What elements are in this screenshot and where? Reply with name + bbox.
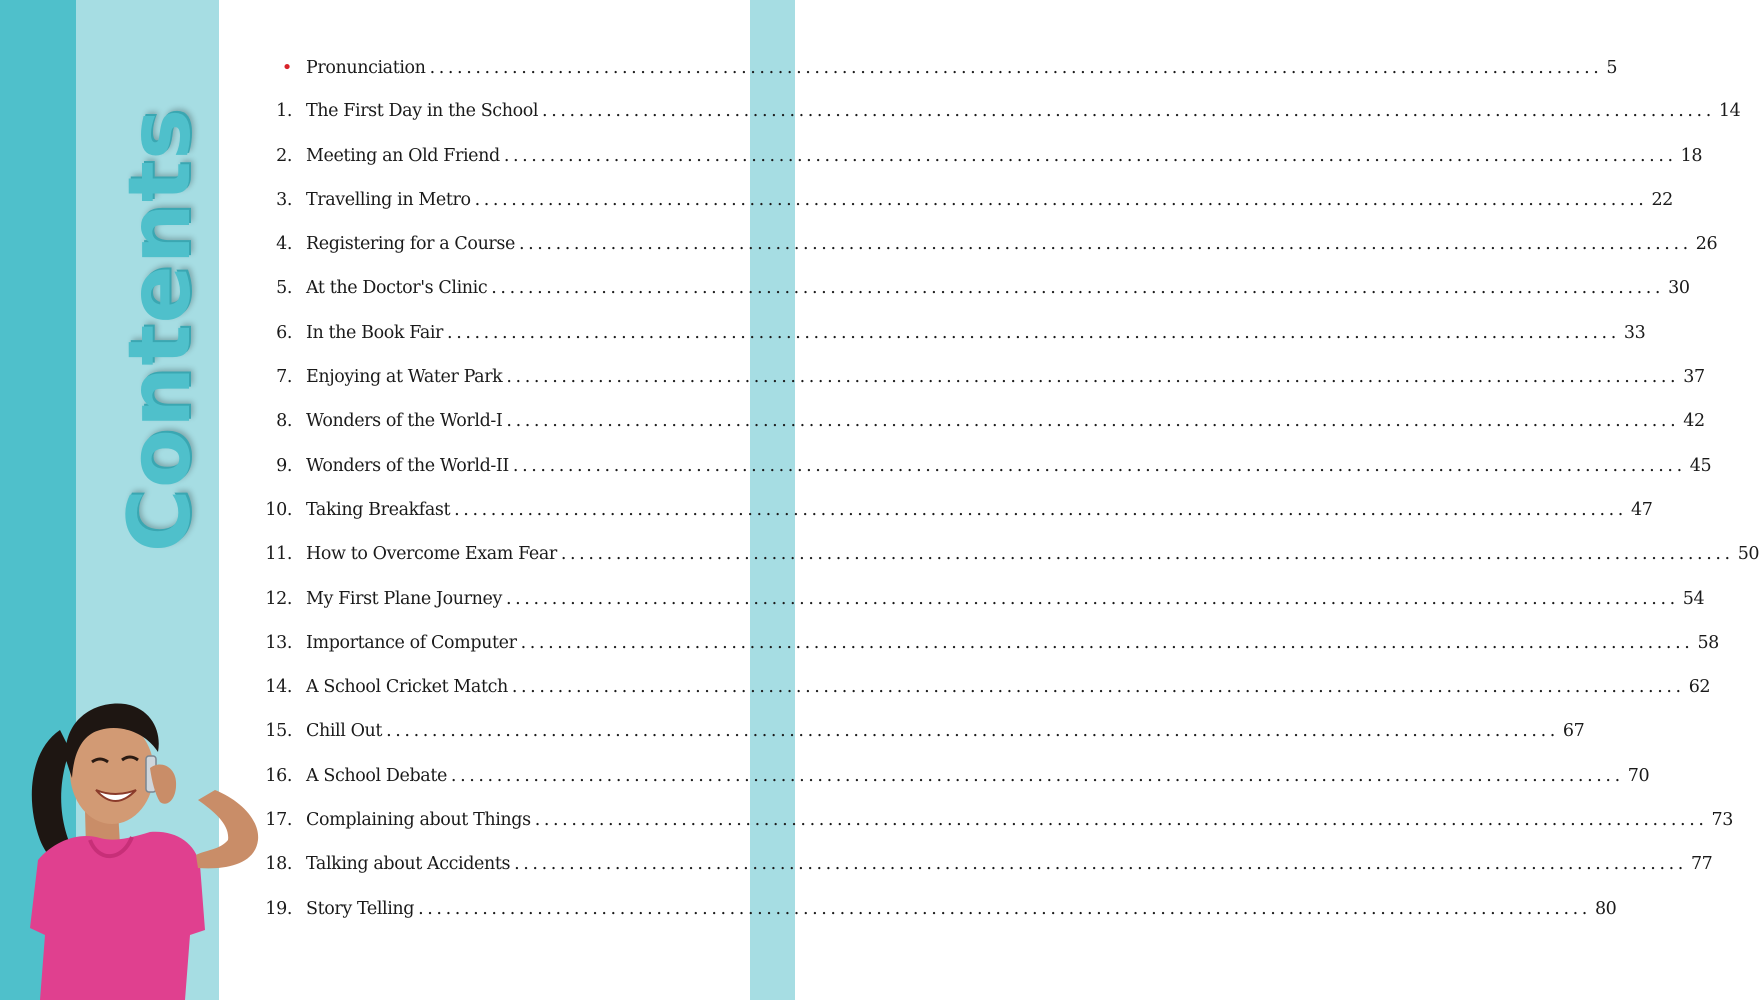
dot-leader: ................................................................................................................................ — [429, 58, 1603, 78]
dot-leader: ................................................................................................................................ — [505, 588, 1679, 609]
dot-leader: ................................................................................................................................ — [560, 544, 1734, 565]
toc-row[interactable] — [250, 101, 1741, 145]
dot-leader: ................................................................................................................................ — [518, 234, 1692, 255]
toc-page: 14 — [1718, 101, 1741, 122]
toc-row[interactable] — [250, 322, 1646, 367]
toc-number: 12. — [265, 588, 292, 609]
toc-title: The First Day in the School — [306, 101, 539, 122]
toc-title: Wonders of the World-I — [306, 411, 503, 432]
toc-title: My First Plane Journey — [306, 588, 502, 609]
toc-page: 58 — [1697, 632, 1719, 653]
dot-leader: ................................................................................................................................ — [542, 101, 1715, 122]
toc-page: 62 — [1688, 677, 1711, 698]
toc-title: At the Doctor's Clinic — [306, 278, 488, 299]
toc-title: Taking Breakfast — [306, 499, 451, 520]
toc-row[interactable] — [250, 189, 1673, 234]
toc-number: 13. — [265, 632, 292, 653]
toc-number: 10. — [265, 499, 292, 520]
dot-leader: ................................................................................................................................ — [514, 854, 1687, 875]
toc-number: 3. — [276, 189, 292, 210]
toc-row[interactable] — [250, 721, 1585, 765]
toc-number: 11. — [265, 544, 292, 565]
toc-row[interactable] — [250, 234, 1718, 278]
toc-row[interactable] — [250, 677, 1711, 721]
toc-row[interactable] — [250, 898, 1617, 943]
toc-number: 4. — [276, 234, 292, 255]
toc-title: Complaining about Things — [306, 810, 531, 831]
toc-title: Meeting an Old Friend — [306, 145, 500, 166]
toc-title: Talking about Accidents — [306, 854, 511, 875]
toc-number: 5. — [276, 278, 292, 299]
toc-page: 50 — [1737, 544, 1759, 565]
toc-title: A School Debate — [306, 765, 447, 786]
toc-page: 5 — [1606, 58, 1618, 78]
toc-row[interactable] — [250, 455, 1712, 500]
toc-number: 17. — [265, 810, 292, 831]
toc-page: 80 — [1594, 898, 1617, 919]
dot-leader: ................................................................................................................................ — [520, 632, 1694, 653]
toc-number: 18. — [265, 854, 292, 875]
toc-number: 2. — [276, 145, 292, 166]
raised-arm — [196, 790, 258, 868]
girl-on-phone-illustration — [0, 690, 270, 1000]
dot-leader: ................................................................................................................................ — [503, 145, 1677, 166]
dot-leader: ................................................................................................................................ — [506, 367, 1680, 388]
toc-number: 19. — [265, 898, 292, 919]
toc-title: Story Telling — [306, 898, 415, 919]
pink-shirt — [30, 832, 205, 1000]
toc-row[interactable] — [250, 810, 1733, 854]
dot-leader: ................................................................................................................................ — [512, 455, 1686, 476]
toc-page: 33 — [1623, 322, 1646, 343]
toc-row[interactable] — [250, 145, 1703, 190]
toc-bullet: • — [281, 57, 292, 78]
toc-row[interactable] — [250, 367, 1705, 411]
toc-title: Registering for a Course — [306, 234, 515, 255]
toc-title: Wonders of the World-II — [306, 455, 509, 476]
toc-number: 6. — [276, 322, 292, 343]
toc-page: 30 — [1668, 278, 1690, 299]
hand — [150, 764, 176, 803]
dot-leader: ................................................................................................................................ — [474, 189, 1648, 210]
toc-title: Chill Out — [306, 721, 383, 742]
dot-leader: ................................................................................................................................ — [450, 765, 1624, 786]
dot-leader: ................................................................................................................................ — [447, 322, 1620, 343]
toc-row[interactable] — [250, 854, 1713, 898]
toc-title: In the Book Fair — [306, 322, 444, 343]
toc-title: How to Overcome Exam Fear — [306, 544, 557, 565]
toc-title: A School Cricket Match — [306, 677, 508, 698]
toc-row[interactable] — [250, 544, 1759, 588]
toc-page: 54 — [1682, 588, 1705, 609]
dot-leader: ................................................................................................................................ — [506, 411, 1680, 432]
toc-row[interactable] — [250, 632, 1719, 677]
dot-leader: ................................................................................................................................ — [511, 677, 1685, 698]
dot-leader: ................................................................................................................................ — [386, 721, 1559, 742]
table-of-contents — [250, 57, 1759, 943]
toc-page: 22 — [1651, 189, 1673, 210]
dot-leader: ................................................................................................................................ — [454, 499, 1627, 520]
dot-leader: ................................................................................................................................ — [534, 810, 1708, 831]
toc-number: 8. — [276, 411, 292, 432]
toc-row[interactable] — [250, 411, 1705, 455]
toc-number: 14. — [265, 677, 292, 698]
toc-number: 15. — [265, 721, 292, 742]
toc-page: 37 — [1683, 367, 1705, 388]
toc-number: 7. — [276, 367, 292, 388]
toc-page: 70 — [1627, 765, 1650, 786]
toc-page: 45 — [1689, 455, 1712, 476]
toc-title: Pronunciation — [306, 58, 426, 78]
toc-number: 16. — [265, 765, 292, 786]
toc-page: 67 — [1562, 721, 1585, 742]
toc-title: Travelling in Metro — [306, 189, 471, 210]
toc-row[interactable] — [250, 588, 1705, 633]
contents-heading: Contents — [110, 107, 210, 553]
dot-leader: ................................................................................................................................ — [491, 278, 1665, 299]
toc-row[interactable] — [250, 765, 1650, 810]
toc-row[interactable] — [250, 57, 1618, 101]
toc-page: 26 — [1695, 234, 1718, 255]
toc-number: 1. — [276, 101, 292, 122]
toc-page: 42 — [1683, 411, 1705, 432]
toc-title: Importance of Computer — [306, 632, 517, 653]
toc-page: 47 — [1630, 499, 1653, 520]
toc-title: Enjoying at Water Park — [306, 367, 503, 388]
toc-page: 18 — [1680, 145, 1703, 166]
toc-page: 77 — [1690, 854, 1713, 875]
toc-row[interactable] — [250, 278, 1690, 322]
dot-leader: ................................................................................................................................ — [418, 898, 1591, 919]
toc-row[interactable] — [250, 499, 1653, 544]
toc-number: 9. — [276, 455, 292, 476]
toc-page: 73 — [1711, 810, 1733, 831]
